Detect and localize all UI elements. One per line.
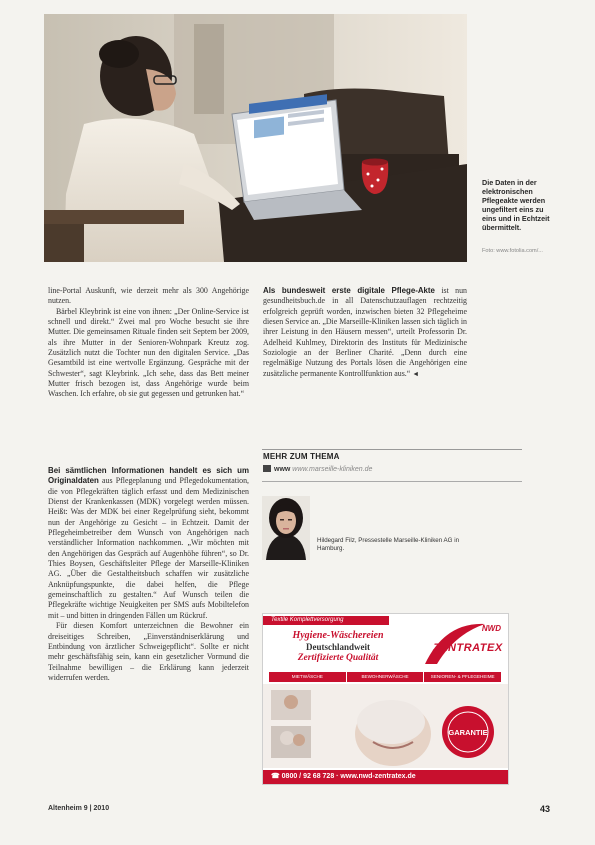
ad-image bbox=[263, 684, 508, 768]
ad-category: BEWOHNERWÄSCHE bbox=[347, 672, 424, 682]
divider bbox=[262, 481, 522, 482]
paragraph: line-Portal Auskunft, wie derzeit mehr als 300 Angehörige nutzen. bbox=[48, 286, 249, 306]
ad-headline-2: Deutschlandweit bbox=[305, 642, 370, 652]
ad-headline-1: Hygiene-Wäschereien bbox=[292, 630, 384, 641]
ad-logo bbox=[415, 618, 505, 670]
paragraph: Bärbel Kleybrink ist eine von ihnen: „Der Online-Service ist schnell und direkt.“ Zwei mal pro Woche besucht sie ihre Mutter. Die gemeinsamen Rituale finden seit Septem ber 2009, als ihre Mutter in der Senioren-Wohnpark Kreutz zog. Zusätzlich nutzt die Tochter nun den digitalen Service. „Das Gesamtbild ist eine wertvolle Ergänzung. Gespräche mit der Schwester“, sagt Kleybrink. „Ich sehe, dass das Bett meiner Mutter frisch bezogen ist, dass Angehörige wurde beim Waschen. Ich erfahre, ob sie gut gegessen und getrunken hat.“ bbox=[48, 306, 249, 399]
hero-photo bbox=[44, 14, 467, 262]
web-icon bbox=[263, 465, 271, 472]
ad-brand-small: NWD bbox=[481, 624, 501, 633]
publication-footer: Altenheim 9 | 2010 bbox=[48, 805, 110, 812]
ad-category: MIETWÄSCHE bbox=[269, 672, 346, 682]
ad-headline-3: Zertifizierte Qualität bbox=[297, 653, 379, 663]
photo-caption: Die Daten in der elektronischen Pflegeakte werden ungefiltert eins zu eins und in Echtzeit übermittelt. bbox=[482, 178, 550, 232]
divider bbox=[262, 449, 522, 450]
more-section-title: MEHR ZUM THEMA bbox=[263, 452, 340, 461]
ad-contact-bar: ☎ 0800 / 92 68 728 · www.nwd-zentratex.de bbox=[263, 770, 508, 784]
paragraph bbox=[48, 466, 249, 621]
photo-credit: Foto: www.fotolia.com/... bbox=[482, 248, 543, 254]
more-link[interactable]: www.marseille-kliniken.de bbox=[292, 466, 373, 473]
ad-seal-text: GARANTIE bbox=[448, 728, 488, 737]
more-link-row bbox=[263, 465, 523, 475]
ad-category-bar bbox=[269, 672, 502, 682]
page-number: 43 bbox=[540, 804, 551, 814]
ad-brand: ZENTRATEX bbox=[433, 642, 503, 654]
paragraph-text: aus Pflegeplanung und Pflegedokumentation, die von Pflegekräften täglich erfasst und dem Medizinischen Dienst der Krankenkassen (MDK) vorgelegt werden müssen. Heißt: Was der MDK bei einer Regelprüfung sieht, bekommt nun der Angehörige zu Gesicht – in Echtzeit. Damit der Pflegeheimbetreiber dem Wunsch von Angehörigen nach verständlicher Information nachkommen. „Wir möchten mit den Angehörigen das Gespräch auf Augenhöhe führen“, so Dr. Thies Boysen, Geschäftsleiter Pflege der Marseille-Kliniken AG. „Über die Gestaltheitsbuch schaffen wir zusätzliche Anknüpfungspunkte, die dabei helfen, die Pflege gemeinschaftlich zu gestalten.“ Auf Wunsch teilen die Pflegekräfte wichtige Neuigkeiten per SMS aufs Mobiltelefon mit – und bitten in dringenden Fällen um Rückruf. bbox=[48, 476, 249, 620]
paragraph-text: ist nun gesundheitsbuch.de in all Datenschutzauflagen rechtzeitig erfolgreich geprüft worden, inzwischen bieten 32 Pflegeheime diesen Service an. „Die Marseille-Kliniken lassen sich täglich in ihrer Leistung in den Häusern messen“, urteilt Professorin Dr. Adelheid Kuhlmey, Direktorin des Instituts für Medizinische Soziologie an der Berliner Charité. „Denn durch eine regelmäßige Nutzung des Portals lösen die Angehörigen eine zusätzliche permanente Kontrollfunktion aus.“ bbox=[263, 286, 467, 378]
portrait-photo bbox=[262, 496, 310, 560]
ad-tagline: Textile Komplettversorgung bbox=[263, 616, 389, 625]
article-column-1-top bbox=[48, 286, 249, 400]
paragraph: Für diesen Komfort unterzeichnen die Bewohner ein dreiseitiges Schreiben, „Einverständniserklärung und Entbindung von ärztlicher Schweigepflicht“. Sollte er nicht mehr geschäftsfähig sein, kann ein gesetzlicher Vormund die Teilnahme bewilligen – die Erklärung kann jederzeit widerrufen werden. bbox=[48, 621, 249, 682]
end-of-article-icon: ◄ bbox=[412, 370, 420, 378]
paragraph bbox=[263, 286, 467, 380]
ad-category: SENIOREN- & PFLEGEHEIME bbox=[424, 672, 501, 682]
advertisement[interactable] bbox=[262, 613, 509, 785]
paragraph-lead: Bei sämtlichen Informationen handelt es sich um Originaldaten bbox=[48, 466, 249, 486]
portrait-caption: Hildegard Filz, Pressestelle Marseille-Kliniken AG in Hamburg. bbox=[317, 537, 460, 552]
paragraph-lead: Als bundesweit erste digitale Pflege-Akte bbox=[263, 286, 435, 295]
article-column-2 bbox=[263, 286, 467, 380]
article-column-1-bottom bbox=[48, 466, 249, 683]
www-label: www bbox=[274, 466, 291, 473]
